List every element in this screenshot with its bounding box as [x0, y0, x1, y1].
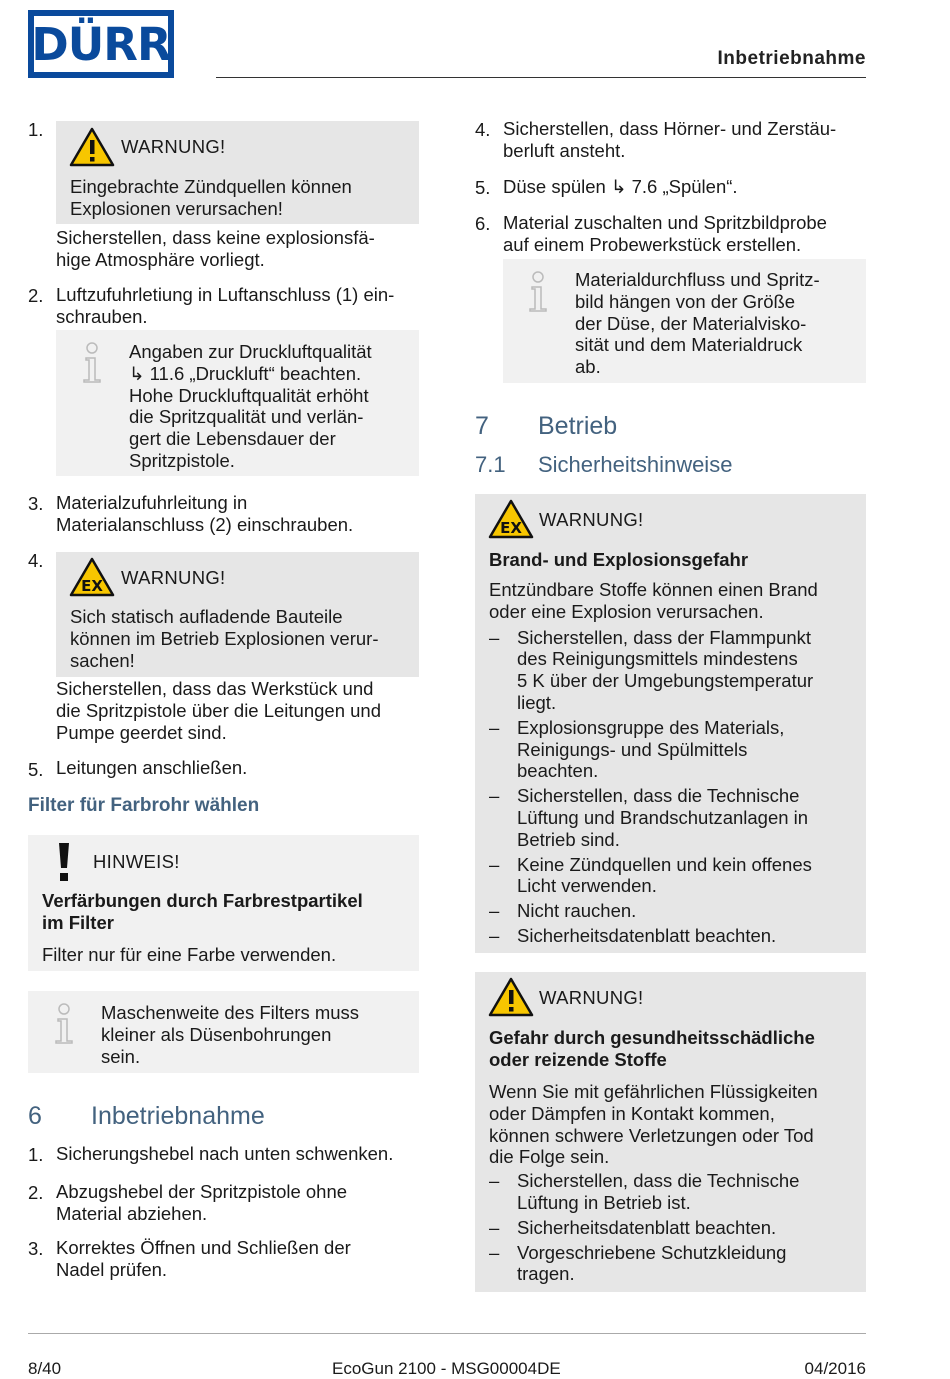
info-text: Materialdurchfluss und Spritz- bild hängen von der Größe der Düse, der Materialvisko- sität und dem Materialdruck ab. — [575, 269, 820, 378]
section-number: 7 — [475, 412, 489, 440]
step-text: Material zuschalten und Spritzbildprobe auf einem Probewerkstück erstellen. — [503, 212, 827, 255]
subsection-number: 7.1 — [475, 452, 506, 477]
info-icon — [526, 271, 552, 318]
filter-heading: Filter für Farbrohr wählen — [28, 795, 260, 816]
warning-triangle-icon — [69, 127, 115, 167]
list-item: – Sicherheitsdatenblatt beachten. — [489, 925, 859, 947]
cross-reference-link[interactable]: ↳ 11.6 „Druckluft“ beachten. — [129, 362, 362, 384]
page-number: 8/40 — [28, 1359, 62, 1378]
explosion-warning-icon — [488, 499, 534, 539]
warning-label: WARNUNG! — [539, 987, 644, 1008]
list-item: – Sicherstellen, dass der Flammpunkt des Reinigungsmittels mindestens 5 K über der Umgebungstemperatur liegt. — [489, 627, 859, 714]
list-item: – Vorgeschriebene Schutzkleidung tragen. — [489, 1242, 859, 1286]
step-text: Luftzufuhrletiung in Luftanschluss (1) ein- schrauben. — [56, 284, 395, 327]
list-item: – Sicherstellen, dass die Technische Lüftung in Betrieb ist. — [489, 1170, 859, 1214]
step-number: 2. — [28, 1182, 44, 1203]
section-title: Betrieb — [538, 412, 618, 440]
warning-label: WARNUNG! — [121, 136, 226, 157]
warning-body: Wenn Sie mit gefährlichen Flüssigkeiten oder Dämpfen in Kontakt kommen, können schwere Verletzungen oder Tod die Folge sein. – Sicherstellen, dass die Technische Lüftung in Betrieb ist. – Sicherheitsdatenblatt beachten. – Vorgeschriebene Schutzkleidung tragen. — [489, 1081, 859, 1285]
notice-text: Filter nur für eine Farbe verwenden. — [42, 944, 337, 965]
list-item: – Keine Zündquellen und kein offenes Licht verwenden. — [489, 854, 859, 898]
step-number: 5. — [28, 759, 44, 780]
exclamation-icon — [57, 842, 71, 887]
list-item: – Explosionsgruppe des Materials, Reinigungs- und Spülmittels beachten. — [489, 717, 859, 782]
step-number: 6. — [475, 213, 491, 234]
logo-text: DÜRR — [31, 17, 171, 71]
list-item: – Sicherheitsdatenblatt beachten. — [489, 1217, 859, 1239]
warning-title: Gefahr durch gesundheitsschädliche oder reizende Stoffe — [489, 1027, 815, 1070]
notice-title: Verfärbungen durch Farbrestpartikel im Filter — [42, 890, 363, 933]
warning-text: Sich statisch aufladende Bauteile können im Betrieb Explosionen verur- sachen! — [70, 606, 379, 671]
warning-triangle-icon — [488, 977, 534, 1017]
warning-text: Eingebrachte Zündquellen können Explosionen verursachen! — [70, 176, 352, 219]
header-rule — [216, 77, 866, 78]
step-text: Abzugshebel der Spritzpistole ohne Material abziehen. — [56, 1181, 348, 1224]
step-text: Korrektes Öffnen und Schließen der Nadel prüfen. — [56, 1237, 351, 1280]
section-title: Inbetriebnahme — [91, 1102, 265, 1130]
step-number: 3. — [28, 493, 44, 514]
step-action: Sicherstellen, dass keine explosionsfä- hige Atmosphäre vorliegt. — [56, 227, 375, 270]
list-item: – Nicht rauchen. — [489, 900, 859, 922]
step-action: Sicherstellen, dass das Werkstück und die Spritzpistole über die Leitungen und Pumpe geerdet sind. — [56, 678, 382, 743]
step-text: Materialzufuhrleitung in Materialanschluss (2) einschrauben. — [56, 492, 354, 535]
step-number: 1. — [28, 119, 44, 140]
subsection-title: Sicherheitshinweise — [538, 452, 733, 477]
list-item: – Sicherstellen, dass die Technische Lüftung und Brandschutzanlagen in Betrieb sind. — [489, 785, 859, 850]
info-icon — [52, 1003, 78, 1050]
svg-text:EX: EX — [81, 577, 103, 595]
step-text — [503, 176, 738, 198]
notice-label: HINWEIS! — [93, 851, 180, 872]
step-number: 4. — [475, 119, 491, 140]
info-icon — [80, 342, 106, 389]
step-text: Sicherstellen, dass Hörner- und Zerstäu- berluft ansteht. — [503, 118, 837, 161]
duerr-logo — [28, 10, 174, 78]
warning-title: Brand- und Explosionsgefahr — [489, 549, 749, 570]
document-id: EcoGun 2100 - MSG00004DE — [332, 1359, 561, 1378]
step-number: 1. — [28, 1144, 44, 1165]
info-text: Maschenweite des Filters muss kleiner als Düsenbohrungen sein. — [101, 1002, 360, 1067]
step-number: 4. — [28, 550, 44, 571]
step-number: 3. — [28, 1238, 44, 1259]
step-number: 5. — [475, 177, 491, 198]
header-title: Inbetriebnahme — [717, 48, 866, 69]
footer-rule — [28, 1333, 866, 1334]
warning-body: Entzündbare Stoffe können einen Brand oder eine Explosion verursachen. – Sicherstellen, dass der Flammpunkt des Reinigungsmittels mindestens 5 K über der Umgebungstemperatur liegt. – Explosionsgruppe des Materials, Reinigungs- und Spülmittels beachten. – Sicherstellen, dass die Technische Lüftung und Brandschutzanlagen in Betrieb sind. – Keine Zündquellen und kein offenes Licht verwenden. – Nicht rauchen. – Sicherheitsdatenblatt beachten. — [489, 579, 859, 947]
step-text: Sicherungshebel nach unten schwenken. — [56, 1143, 394, 1164]
svg-text:EX: EX — [500, 519, 522, 537]
cross-reference-link[interactable]: Düse spülen ↳ 7.6 „Spülen“. — [503, 176, 738, 197]
warning-label: WARNUNG! — [539, 509, 644, 530]
explosion-warning-icon — [69, 557, 115, 597]
section-number: 6 — [28, 1102, 42, 1130]
info-text: Angaben zur Druckluftqualität ↳ 11.6 „Druckluft“ beachten. Hohe Druckluftqualität erhöht die Spritzqualität und verlän- gert die Lebensdauer der Spritzpistole. — [129, 341, 372, 471]
document-date: 04/2016 — [804, 1359, 866, 1378]
step-text: Leitungen anschließen. — [56, 757, 248, 778]
step-number: 2. — [28, 285, 44, 306]
warning-label: WARNUNG! — [121, 567, 226, 588]
